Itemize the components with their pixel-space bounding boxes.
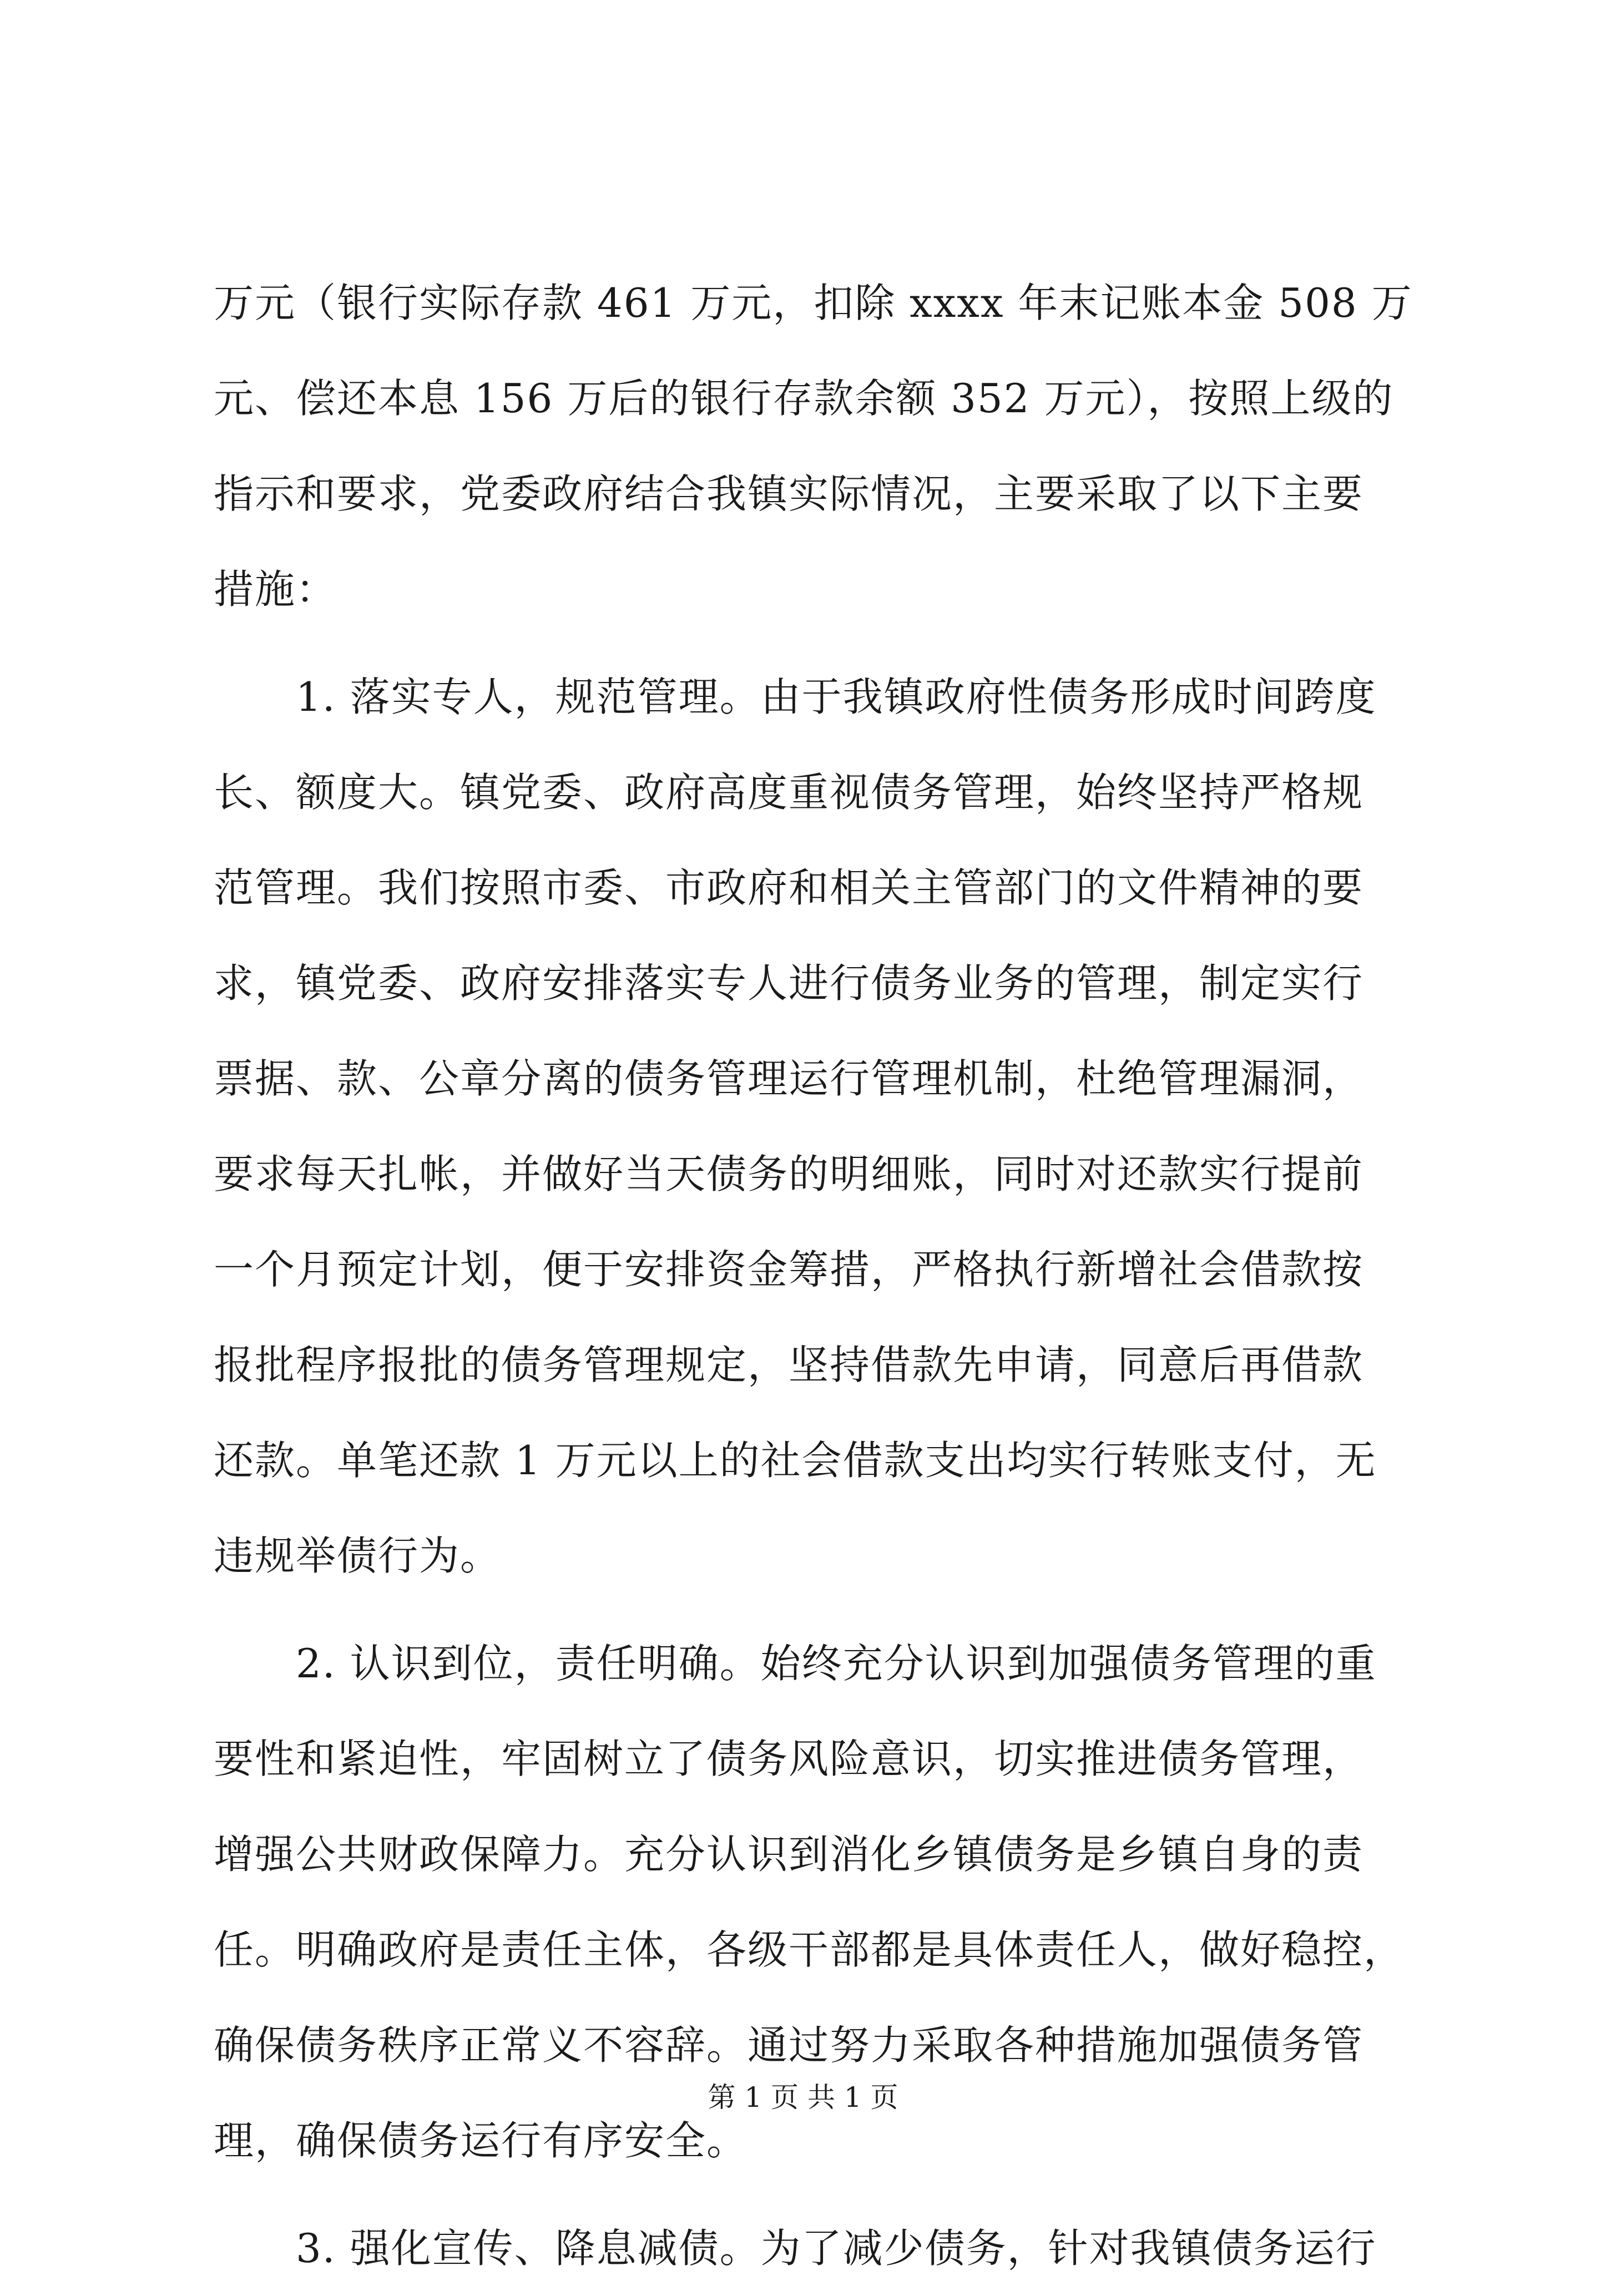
text-line: 求，镇党委、政府安排落实专人进行债务业务的管理，制定实行 [214,960,1364,1007]
paragraph-gap [214,1604,1401,1616]
text-line: 3. 强化宣传、降息减债。为了减少债务，针对我镇债务运行 [214,2225,1377,2272]
text-line: 理，确保债务运行有序安全。 [214,2117,748,2164]
text-line: 2. 认识到位，责任明确。始终充分认识到加强债务管理的重 [214,1640,1377,1687]
text-line: 要性和紧迫性，牢固树立了债务风险意识，切实推进债务管理， [214,1736,1364,1782]
text-line: 指示和要求，党委政府结合我镇实际情况，主要采取了以下主要 [214,471,1364,517]
text-line: 1. 落实专人，规范管理。由于我镇政府性债务形成时间跨度 [214,674,1377,720]
text-line: 违规举债行为。 [214,1533,502,1579]
text-line: 增强公共财政保障力。充分认识到消化乡镇债务是乡镇自身的责 [214,1831,1364,1878]
document-body [214,255,1413,2296]
text-line: 要求每天扎帐，并做好当天债务的明细账，同时对还款实行提前 [214,1151,1364,1197]
text-line: 报批程序报批的债务管理规定，坚持借款先申请，同意后再借款 [214,1342,1364,1388]
text-line: 范管理。我们按照市委、市政府和相关主管部门的文件精神的要 [214,864,1364,911]
text-line: 任。明确政府是责任主体，各级干部都是具体责任人，做好稳控， [214,1926,1405,1973]
text-line: 长、额度大。镇党委、政府高度重视债务管理，始终坚持严格规 [214,769,1364,816]
text-line: 还款。单笔还款 1 万元以上的社会借款支出均实行转账支付，无 [214,1437,1377,1484]
text-line: 确保债务秩序正常义不容辞。通过努力采取各种措施加强债务管 [214,2022,1364,2069]
paragraph-gap [214,2188,1401,2201]
text-line: 票据、款、公章分离的债务管理运行管理机制，杜绝管理漏洞， [214,1055,1364,1102]
text-line: 一个月预定计划，便于安排资金筹措，严格执行新增社会借款按 [214,1246,1364,1293]
page-footer: 第 1 页 共 1 页 [708,2081,898,2113]
text-line: 万元（银行实际存款 461 万元，扣除 xxxx 年末记账本金 508 万 [214,280,1413,326]
text-line: 措施： [214,566,337,613]
text-line: 元、偿还本息 156 万后的银行存款余额 352 万元），按照上级的 [214,375,1394,422]
paragraph-gap [214,637,1401,649]
